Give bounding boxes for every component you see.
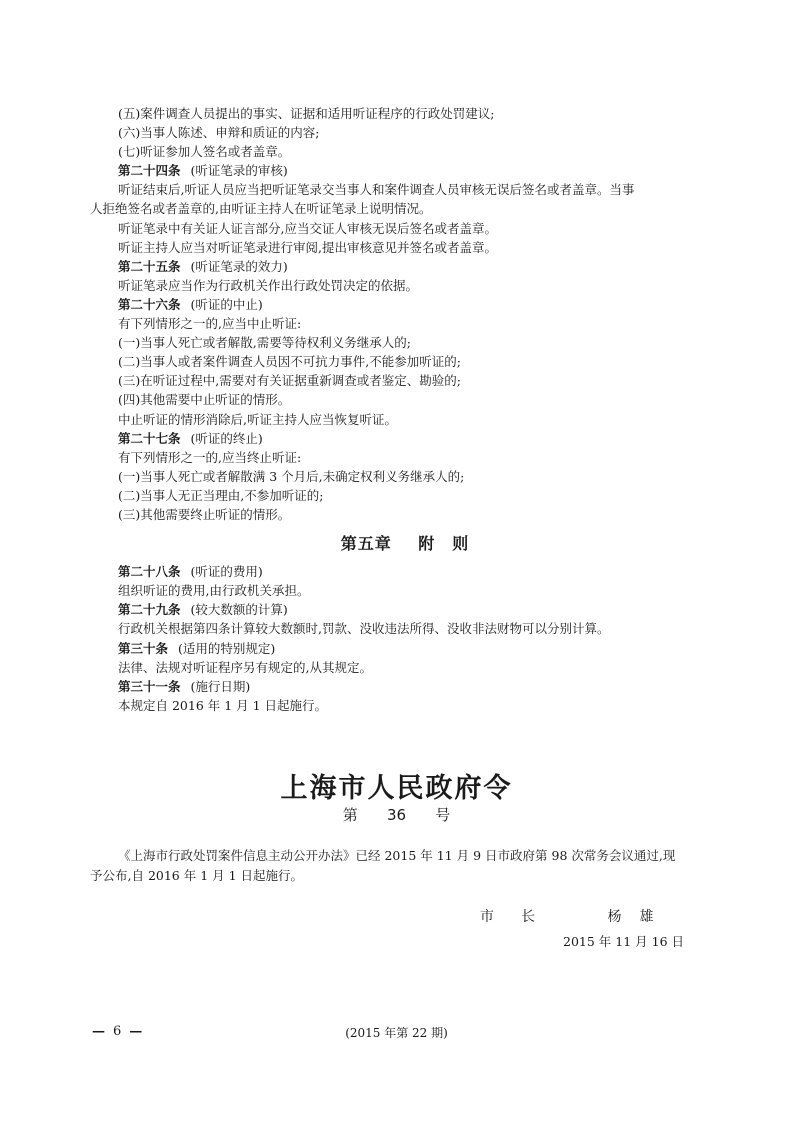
article-topic: (听证笔录的审核)	[190, 163, 288, 179]
decree-number	[0, 804, 793, 825]
page-number-value: 6	[113, 1024, 122, 1039]
article-title	[90, 600, 720, 619]
article-topic: (听证的中止)	[190, 296, 263, 312]
text-line: (二)当事人无正当理由,不参加听证的;	[118, 487, 324, 503]
article-number: 第二十六条	[118, 296, 181, 312]
signer-name: 杨雄	[607, 909, 672, 925]
article-title	[90, 429, 720, 448]
text-line: 中止听证的情形消除后,听证主持人应当恢复听证。	[118, 411, 397, 427]
article-title	[90, 257, 720, 276]
text-line: (五)案件调查人员提出的事实、证据和适用听证程序的行政处罚建议;	[118, 106, 495, 121]
page-dash-right: —	[129, 1024, 143, 1039]
article-title	[90, 161, 720, 180]
article-topic: (适用的特别规定)	[178, 640, 276, 656]
article-number: 第二十七条	[118, 430, 181, 446]
signer-title-1: 市	[480, 909, 495, 925]
text-line: (三)其他需要终止听证的情形。	[118, 506, 291, 522]
article-number: 第三十一条	[118, 678, 181, 694]
decree-title: 上海市人民政府令	[280, 773, 513, 804]
decree-number-value: 36	[386, 806, 407, 824]
article-title	[90, 562, 720, 581]
chapter-articles-section	[90, 562, 720, 715]
decree-body	[90, 846, 720, 885]
text-line: 组织听证的费用,由行政机关承担。	[118, 583, 310, 599]
decree-number-prefix: 第	[342, 806, 358, 824]
text-line: 听证笔录中有关证人证言部分,应当交证人审核无误后签名或者盖章。	[118, 220, 497, 236]
regulation-body	[90, 104, 720, 715]
signature-date: 2015 年 11 月 16 日	[563, 934, 684, 949]
article-topic: (听证笔录的效力)	[190, 258, 288, 274]
text-line: 听证主持人应当对听证笔录进行审阅,提出审核意见并签名或者盖章。	[118, 239, 497, 255]
signer-title	[480, 909, 562, 925]
text-line: 法律、法规对听证程序另有规定的,从其规定。	[118, 659, 372, 675]
article-topic: (较大数额的计算)	[190, 602, 288, 618]
articles-section	[90, 104, 720, 524]
article-number: 第二十九条	[118, 602, 181, 618]
text-line: 听证结束后,听证人员应当把听证笔录交当事人和案件调查人员审核无误后签名或者盖章。当事	[118, 182, 635, 198]
text-line: (二)当事人或者案件调查人员因不可抗力事件,不能参加听证的;	[118, 354, 461, 370]
article-topic: (听证的费用)	[190, 564, 263, 580]
page-dash-left: —	[92, 1024, 105, 1039]
article-title	[90, 295, 720, 314]
article-topic: (施行日期)	[190, 678, 251, 694]
article-number: 第三十条	[118, 640, 169, 656]
text-line: 有下列情形之一的,应当终止听证:	[118, 449, 302, 465]
text-line: (一)当事人死亡或者解散满 3 个月后,未确定权利义务继承人的;	[118, 468, 465, 484]
chapter-heading	[90, 534, 720, 553]
issue-label: (2015 年第 22 期)	[345, 1026, 448, 1040]
text-line: (七)听证参加人签名或者盖章。	[118, 144, 291, 160]
article-number: 第二十四条	[118, 163, 181, 179]
decree-body-line-1: 《上海市行政处罚案件信息主动公开办法》已经 2015 年 11 月 9 日市政府第 98 次常务会议通过,现	[118, 848, 676, 863]
text-line: 行政机关根据第四条计算较大数额时,罚款、没收违法所得、没收非法财物可以分别计算。	[118, 621, 610, 637]
text-line: 本规定自 2016 年 1 月 1 日起施行。	[118, 697, 328, 713]
article-number: 第二十五条	[118, 258, 181, 274]
text-line: 人拒绝签名或者盖章的,由听证主持人在听证笔录上说明情况。	[90, 201, 432, 217]
text-line: (四)其他需要中止听证的情形。	[118, 392, 291, 408]
article-title	[90, 677, 720, 696]
decree-number-suffix: 号	[435, 806, 451, 824]
article-title	[90, 639, 720, 658]
article-number: 第二十八条	[118, 564, 181, 580]
text-line: 听证笔录应当作为行政机关作出行政处罚决定的依据。	[118, 277, 419, 293]
chapter-number: 第五章	[340, 534, 392, 554]
signer-title-2: 长	[521, 909, 536, 925]
text-line: 有下列情形之一的,应当中止听证:	[118, 316, 302, 332]
text-line: (六)当事人陈述、申辩和质证的内容;	[118, 125, 320, 141]
text-line: (一)当事人死亡或者解散,需要等待权利义务继承人的;	[118, 335, 411, 351]
decree-body-line-2: 予公布,自 2016 年 1 月 1 日起施行。	[90, 867, 304, 883]
article-topic: (听证的终止)	[190, 430, 263, 446]
chapter-name: 附 则	[418, 534, 470, 554]
signature	[480, 906, 671, 926]
text-line: (三)在听证过程中,需要对有关证据重新调查或者鉴定、勘验的;	[118, 373, 461, 389]
